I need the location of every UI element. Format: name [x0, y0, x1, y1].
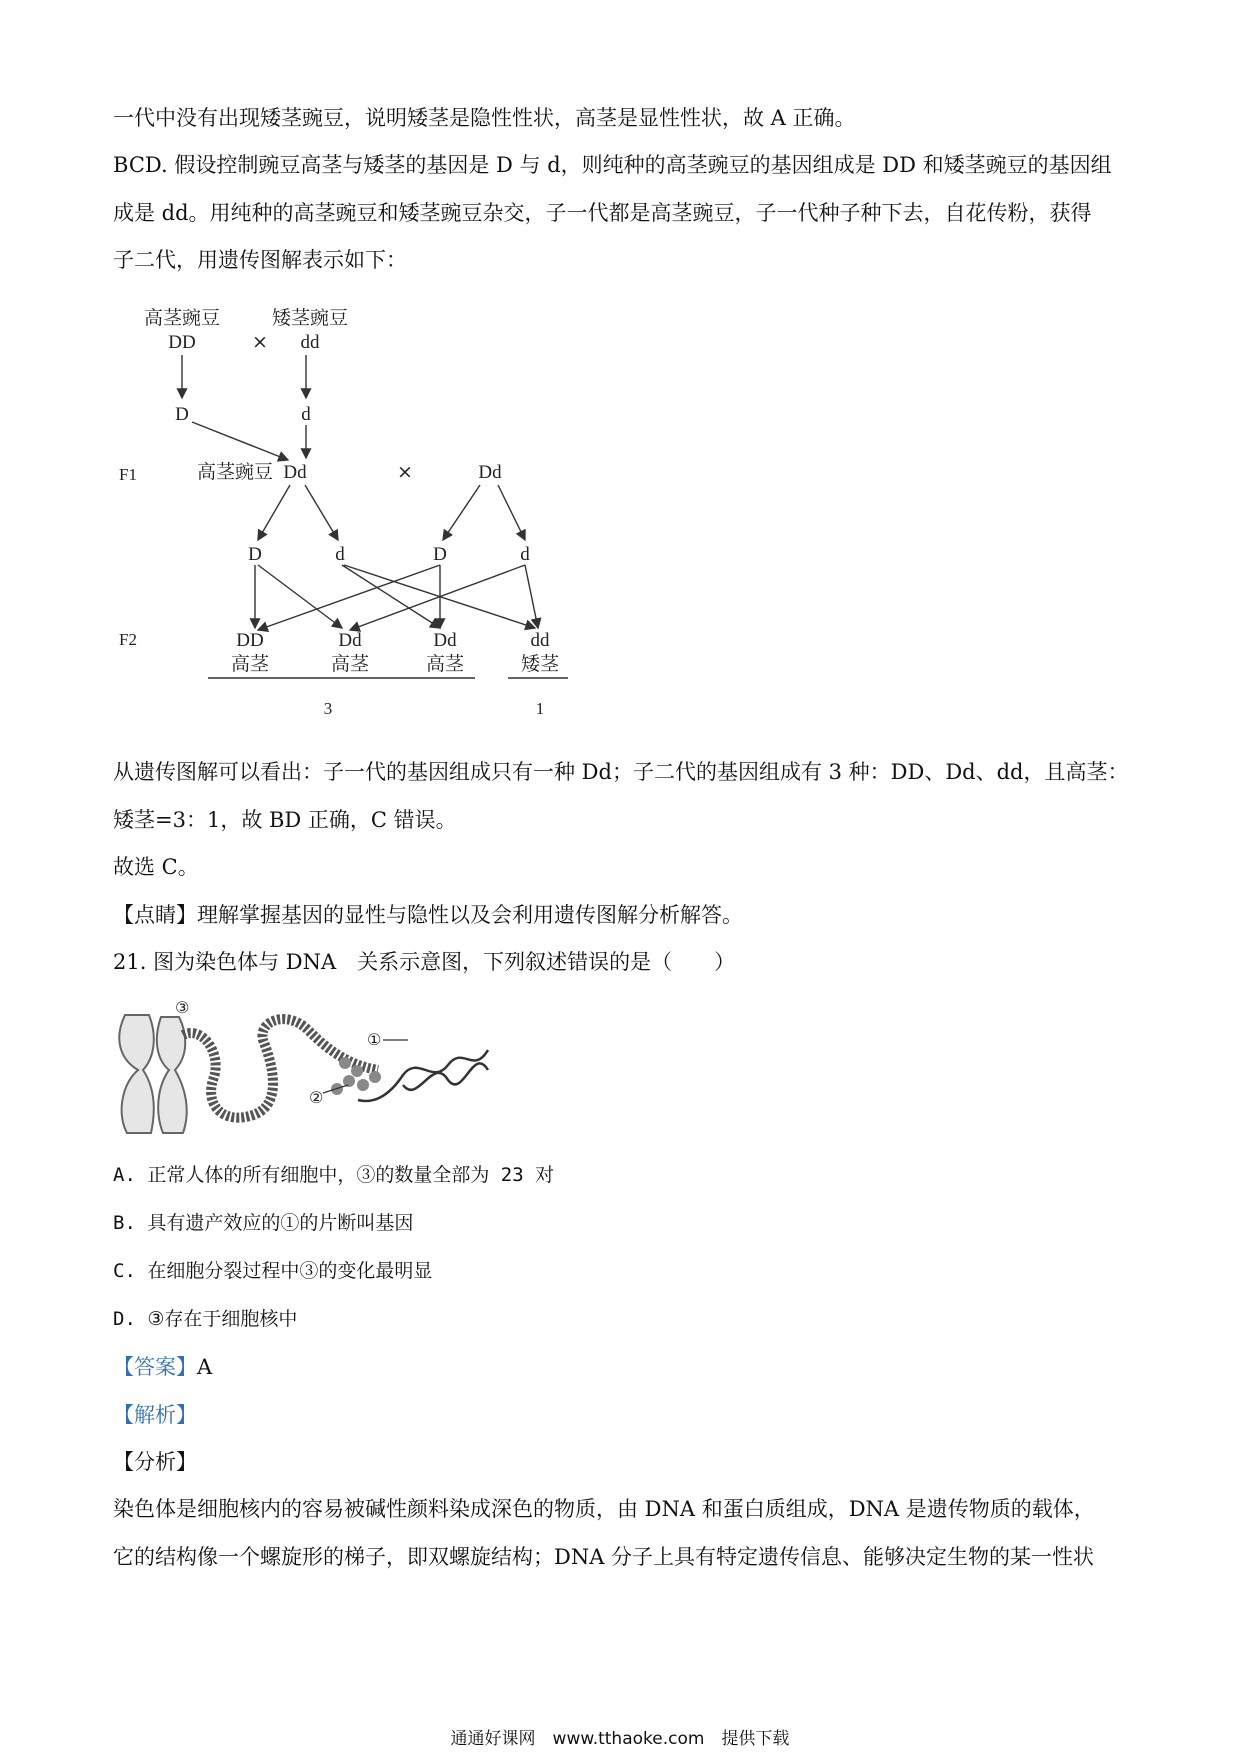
answer-tag: 【答案】: [113, 1355, 197, 1379]
label-2: ②: [309, 1088, 324, 1107]
parent-tall-label: 高茎豌豆: [143, 307, 221, 329]
paragraph-text: 从遗传图解可以看出：子一代的基因组成只有一种 Dd；子二代的基因组成有 3 种：DD、Dd、dd，且高茎：: [113, 760, 1129, 784]
ratio-tall: 3: [323, 699, 333, 718]
arrow: [443, 485, 480, 540]
chromosome-shape: [119, 1015, 186, 1133]
paragraph-text: 成是 dd。用纯种的高茎豌豆和矮茎豌豆杂交，子一代都是高茎豌豆，子一代种子种下去，自花传粉，获得: [113, 201, 1092, 225]
paragraph-text: 一代中没有出现矮茎豌豆，说明矮茎是隐性性状，高茎是显性性状，故 A 正确。: [113, 106, 856, 130]
arrow: [350, 565, 525, 630]
parent-tall-genotype: DD: [168, 332, 196, 353]
parent-short-genotype: dd: [300, 332, 320, 353]
label-3: ③: [175, 998, 190, 1017]
paragraph-text: BCD. 假设控制豌豆高茎与矮茎的基因是 D 与 d，则纯种的高茎豌豆的基因组成是 DD 和矮茎豌豆的基因组: [113, 153, 1112, 177]
arrow: [525, 565, 538, 628]
f2-phenotype-3: 高茎: [425, 653, 465, 675]
gamete-d: d: [301, 404, 311, 425]
option-d[interactable]: D. ③存在于细胞核中: [113, 1308, 298, 1330]
f2-phenotype-1: 高茎: [230, 653, 270, 675]
arrow: [258, 565, 440, 630]
f1-gamete-D-2: D: [433, 544, 447, 565]
f2-phenotype-2: 高茎: [330, 653, 370, 675]
arrow: [192, 422, 288, 460]
ratio-short: 1: [535, 699, 545, 718]
f2-genotype-3: Dd: [433, 630, 457, 651]
f2-label: F2: [119, 630, 137, 649]
parent-short-label: 矮茎豌豆: [271, 307, 349, 329]
paragraph-text: 染色体是细胞核内的容易被碱性颜料染成深色的物质，由 DNA 和蛋白质组成，DNA 是遗传物质的载体，: [113, 1497, 1095, 1521]
paragraph-text: 它的结构像一个螺旋形的梯子，即双螺旋结构；DNA 分子上具有特定遗传信息、能够决定生物的某一性状: [113, 1545, 1095, 1569]
f1-gamete-d-2: d: [520, 544, 530, 565]
option-a[interactable]: A. 正常人体的所有细胞中，③的数量全部为 23 对: [113, 1164, 555, 1186]
f1-phenotype: 高茎豌豆: [196, 461, 274, 483]
f1-gamete-D-1: D: [248, 544, 262, 565]
chromosome-dna-figure: [113, 995, 513, 1145]
f2-genotype-1: DD: [236, 630, 264, 651]
paragraph-text: 子二代，用遗传图解表示如下：: [113, 248, 407, 272]
fenxi-tag: 【分析】: [113, 1450, 197, 1474]
option-b[interactable]: B. 具有遗产效应的①的片断叫基因: [113, 1212, 414, 1234]
paragraph-text: 故选 C。: [113, 855, 199, 879]
paragraph-text: 【点睛】理解掌握基因的显性与隐性以及会利用遗传图解分析解答。: [113, 903, 743, 927]
analysis-tag: 【解析】: [113, 1403, 197, 1427]
page-footer: 通通好课网 www.tthaoke.com 提供下载: [450, 1729, 790, 1749]
f2-phenotype-4: 矮茎: [520, 653, 560, 675]
f1-cross-symbol: ×: [397, 461, 413, 483]
option-c[interactable]: C. 在细胞分裂过程中③的变化最明显: [113, 1260, 433, 1282]
f1-gamete-d-1: d: [335, 544, 345, 565]
f1-genotype-2: Dd: [478, 462, 502, 483]
label-1: ①: [367, 1030, 382, 1049]
arrow: [342, 565, 440, 628]
answer-value: A: [197, 1355, 213, 1379]
arrow: [498, 485, 525, 540]
f1-genotype: Dd: [283, 462, 307, 483]
paragraph-text: 矮茎=3：1，故 BD 正确，C 错误。: [113, 808, 457, 832]
chromatin-coil: [183, 1019, 378, 1118]
answer-line: [113, 1352, 212, 1382]
genetic-cross-diagram: [110, 300, 610, 720]
arrow: [305, 485, 338, 540]
arrow: [258, 565, 342, 628]
f2-genotype-2: Dd: [338, 630, 362, 651]
gamete-D: D: [175, 404, 189, 425]
question-stem: 21. 图为染色体与 DNA 关系示意图，下列叙述错误的是（ ）: [113, 950, 736, 974]
cross-symbol: ×: [252, 331, 268, 353]
f2-genotype-4: dd: [530, 630, 550, 651]
f1-label: F1: [119, 465, 137, 484]
arrow: [258, 485, 290, 540]
